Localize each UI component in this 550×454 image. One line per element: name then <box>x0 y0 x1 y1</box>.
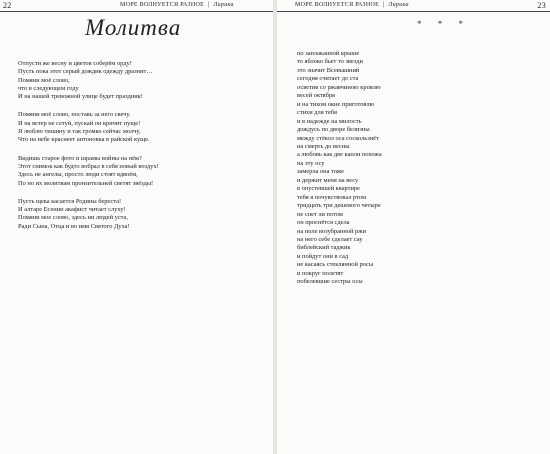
poem-line: на эту осу <box>297 159 325 167</box>
poem-line: Помяни моё слово, поставь за него свечу. <box>18 111 131 119</box>
poem-line: стихи для тебя <box>297 109 337 117</box>
page-number-left: 22 <box>3 1 12 10</box>
poem-line: Ради Сына, Отца и во имя Святого Духа! <box>18 222 130 230</box>
poem-line: это значит Всевышний <box>297 66 360 74</box>
poem-line: побелевшие сестры осы <box>297 278 363 286</box>
right-page <box>277 0 550 454</box>
poem-line: И алтаре Есенин акафист читает слуху! <box>18 206 126 214</box>
poem-line: то яблоко бьет то звезди <box>297 58 363 66</box>
poem-title: Молитва <box>85 15 182 40</box>
poem-line: Что на небе краснеет антоновка в райской куще. <box>18 136 150 144</box>
poem-line: в опустевшей квартире <box>297 185 360 193</box>
right-page-header <box>277 0 550 12</box>
poem-ornament: * * * <box>417 19 470 29</box>
running-title-text: МОРЕ ВОЛНУЕТСЯ РАЗНОЕ <box>295 2 380 8</box>
poem-body-left <box>18 60 268 241</box>
poem-line: Помяни моё слово, <box>18 76 70 84</box>
poem-line: осветив со ржавчиною кровлю <box>297 83 381 91</box>
poem-line: он проснётся сдела <box>297 219 350 227</box>
poem-line: сегодня считает до ста <box>297 75 359 83</box>
stanza <box>18 60 268 101</box>
poem-line: И на ветер не сетуй, пускай он кричит пуще! <box>18 119 141 127</box>
running-title-separator: | <box>207 2 210 8</box>
poem-line: не спет ли потом <box>297 210 343 218</box>
poem-line: тебя я почувствовал ртом <box>297 193 366 201</box>
poem-line: весей октября <box>297 92 335 100</box>
running-title-left <box>120 2 234 8</box>
poem-line: По но их молитвам пронзительней светят звёзды! <box>18 179 154 187</box>
poem-line: Пусть пока этот серый дождик одежду дразнит… <box>18 68 153 76</box>
section-name: Лирика <box>388 2 409 8</box>
poem-line: Я люблю тишину и так громко сейчас молчу, <box>18 128 141 136</box>
running-title-separator: | <box>382 2 385 8</box>
poem-line: Здесь не ангелы, просто люди стоят вдвоём, <box>18 171 138 179</box>
poem-line: и покруг полетят <box>297 269 344 277</box>
poem-body-right <box>297 50 537 287</box>
poem-line: между стёкол оса соскользнёт <box>297 134 379 142</box>
left-page-header <box>0 0 273 12</box>
poem-line: по заплаканной крыше <box>297 50 360 57</box>
poem-line: замерла она тоже <box>297 168 344 176</box>
poem-line: и на тихом окне приготовлю <box>297 100 375 108</box>
poem-line: на поле возубранной ржи <box>297 227 367 235</box>
stanza <box>18 198 268 231</box>
stanza <box>18 111 268 144</box>
poem-line: тридцать три дешевого четыре <box>297 202 381 210</box>
poem-line: Пусть щека касается Родины береста! <box>18 197 122 205</box>
page-number-right: 23 <box>537 1 546 10</box>
left-page <box>0 0 273 454</box>
poem-line: И на нашей тревожной улице будет праздник! <box>18 93 143 101</box>
poem-line: и пойдут они в сад <box>297 252 349 260</box>
poem-line: Помяни мое слово, здесь ни людей уста, <box>18 214 128 222</box>
poem-line: Этот снимок как будто вобрал в себя новый воздух! <box>18 162 159 170</box>
poem-line: и держит меня на весу <box>297 176 359 184</box>
poem-line: библейский таджик <box>297 244 351 252</box>
poem-line: не касаясь стеклянной росы <box>297 261 374 269</box>
poem-line: что в следующем году <box>18 84 79 92</box>
poem-line: и в надежде на милость <box>297 117 362 125</box>
poem-line: дождусь по дворе белизны <box>297 126 370 134</box>
running-title-right <box>295 2 409 8</box>
running-title-text: МОРЕ ВОЛНУЕТСЯ РАЗНОЕ <box>120 2 205 8</box>
poem-line: на него себе сделает сау <box>297 235 363 243</box>
poem-line: Видишь старое фото и шрамы войны на нём? <box>18 154 142 162</box>
poem-line: а любовь как две капли похожа <box>297 151 382 159</box>
poem-line: на смерть до весны <box>297 142 350 150</box>
section-name: Лирика <box>213 2 234 8</box>
poem-line: Отпусти же весну и цветов соберём орду! <box>18 60 132 67</box>
stanza <box>18 155 268 188</box>
